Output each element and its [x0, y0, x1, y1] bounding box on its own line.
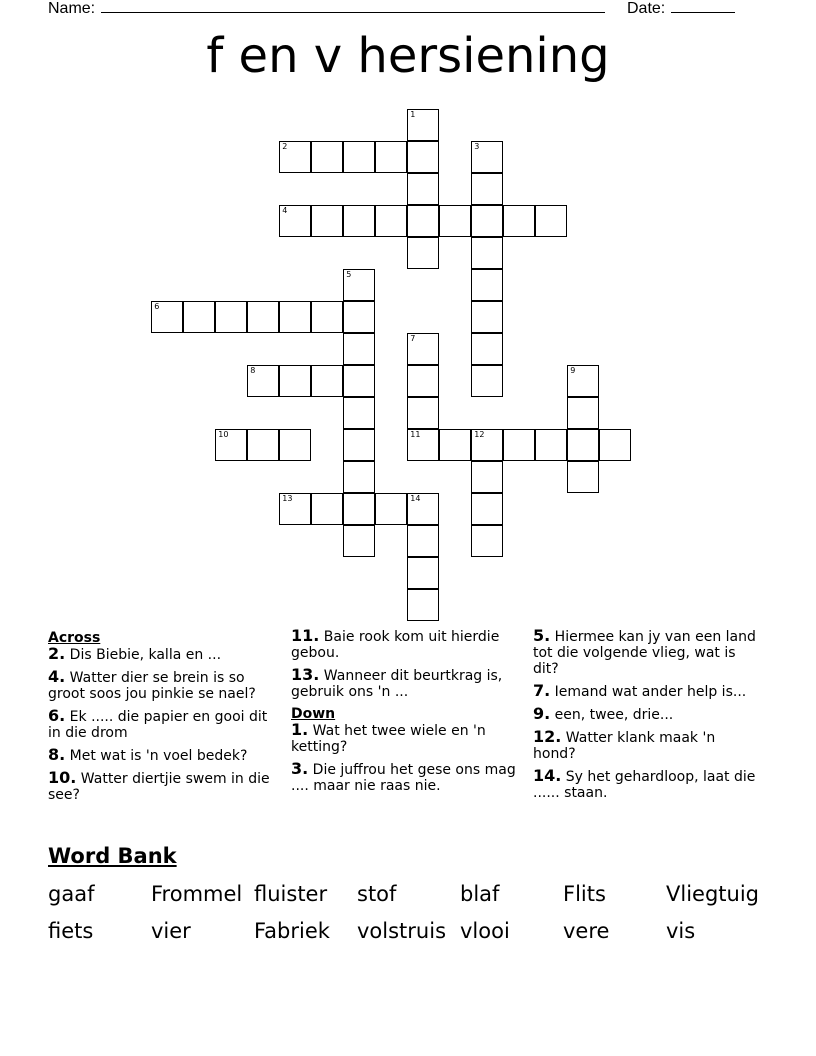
- clue-number: 7: [410, 334, 416, 344]
- crossword-cell[interactable]: [471, 525, 503, 557]
- crossword-cell[interactable]: [311, 141, 343, 173]
- crossword-cell[interactable]: [503, 429, 535, 461]
- crossword-cell[interactable]: [599, 429, 631, 461]
- clue-number: 4: [282, 206, 288, 216]
- crossword-cell[interactable]: [439, 205, 471, 237]
- crossword-cell[interactable]: [343, 365, 375, 397]
- clue-number: 12: [474, 430, 485, 440]
- clues-column-3: [533, 628, 761, 807]
- crossword-cell[interactable]: [343, 205, 375, 237]
- crossword-cell[interactable]: [407, 493, 439, 525]
- crossword-cell[interactable]: [279, 493, 311, 525]
- crossword-cell[interactable]: [535, 205, 567, 237]
- clue-number: 5: [346, 270, 352, 280]
- crossword-cell[interactable]: [471, 333, 503, 365]
- crossword-cell[interactable]: [343, 525, 375, 557]
- crossword-cell[interactable]: [567, 397, 599, 429]
- word-bank-item: gaaf: [48, 882, 95, 906]
- word-bank-item: Flits: [563, 882, 606, 906]
- clue-down-7: 7. Iemand wat ander help is...: [533, 681, 747, 700]
- crossword-cell[interactable]: [343, 493, 375, 525]
- word-bank-item: vere: [563, 919, 610, 943]
- name-label: Name:: [48, 0, 96, 17]
- crossword-cell[interactable]: [151, 301, 183, 333]
- word-bank-item: Frommel: [151, 882, 243, 906]
- crossword-cell[interactable]: [343, 461, 375, 493]
- crossword-cell[interactable]: [407, 397, 439, 429]
- clue-down-1: 1. Wat het twee wiele en 'n ketting?: [291, 720, 486, 755]
- crossword-cell[interactable]: [407, 237, 439, 269]
- crossword-cell[interactable]: [471, 429, 503, 461]
- down-heading: Down: [291, 706, 336, 722]
- crossword-cell[interactable]: [471, 141, 503, 173]
- clues-column-2: [291, 628, 519, 800]
- word-bank-item: vlooi: [460, 919, 510, 943]
- clue-across-4: 4. Watter dier se brein is so groot soos jou pinkie se nael?: [48, 667, 256, 702]
- crossword-cell[interactable]: [407, 333, 439, 365]
- crossword-cell[interactable]: [471, 173, 503, 205]
- word-bank-item: Fabriek: [254, 919, 330, 943]
- crossword-cell[interactable]: [343, 269, 375, 301]
- crossword-cell[interactable]: [407, 141, 439, 173]
- page-title: f en v hersiening: [206, 28, 610, 84]
- crossword-cell[interactable]: [407, 109, 439, 141]
- crossword-cell[interactable]: [471, 493, 503, 525]
- crossword-cell[interactable]: [279, 365, 311, 397]
- crossword-cell[interactable]: [407, 205, 439, 237]
- crossword-cell[interactable]: [279, 141, 311, 173]
- clue-down-3: 3. Die juffrou het gese ons mag .... maar nie raas nie.: [291, 759, 516, 794]
- word-bank-item: stof: [357, 882, 397, 906]
- crossword-cell[interactable]: [343, 301, 375, 333]
- crossword-cell[interactable]: [279, 429, 311, 461]
- across-heading: Across: [48, 630, 101, 646]
- word-bank-item: Vliegtuig: [666, 882, 759, 906]
- crossword-cell[interactable]: [183, 301, 215, 333]
- crossword-cell[interactable]: [471, 461, 503, 493]
- crossword-cell[interactable]: [343, 141, 375, 173]
- crossword-cell[interactable]: [407, 525, 439, 557]
- date-label: Date:: [627, 0, 666, 17]
- word-bank-item: blaf: [460, 882, 500, 906]
- crossword-cell[interactable]: [311, 301, 343, 333]
- crossword-cell[interactable]: [247, 429, 279, 461]
- crossword-cell[interactable]: [471, 205, 503, 237]
- clue-number: 13: [282, 494, 293, 504]
- crossword-cell[interactable]: [279, 301, 311, 333]
- word-bank-item: fluister: [254, 882, 328, 906]
- clue-number: 1: [410, 110, 416, 120]
- crossword-cell[interactable]: [343, 397, 375, 429]
- crossword-cell[interactable]: [247, 365, 279, 397]
- crossword-cell[interactable]: [567, 461, 599, 493]
- crossword-cell[interactable]: [439, 429, 471, 461]
- crossword-cell[interactable]: [503, 205, 535, 237]
- crossword-cell[interactable]: [471, 301, 503, 333]
- crossword-cell[interactable]: [279, 205, 311, 237]
- crossword-cell[interactable]: [247, 301, 279, 333]
- clues-column-1: [48, 628, 276, 809]
- crossword-cell[interactable]: [567, 365, 599, 397]
- clue-across-13: 13. Wanneer dit beurtkrag is, gebruik ons 'n ...: [291, 665, 503, 700]
- crossword-cell[interactable]: [215, 429, 247, 461]
- crossword-cell[interactable]: [407, 429, 439, 461]
- clue-number: 2: [282, 142, 288, 152]
- crossword-cell[interactable]: [343, 429, 375, 461]
- clue-number: 8: [250, 366, 256, 376]
- word-bank-item: fiets: [48, 919, 94, 943]
- clue-number: 9: [570, 366, 576, 376]
- clue-across-8: 8. Met wat is 'n voel bedek?: [48, 745, 248, 764]
- crossword-cell[interactable]: [407, 173, 439, 205]
- clue-number: 6: [154, 302, 160, 312]
- word-bank-item: vis: [666, 919, 696, 943]
- word-bank-title: Word Bank: [48, 844, 177, 868]
- clue-across-6: 6. Ek ..... die papier en gooi dit in die drom: [48, 706, 268, 741]
- crossword-cell[interactable]: [407, 365, 439, 397]
- clue-down-9: 9. een, twee, drie...: [533, 704, 674, 723]
- crossword-cell[interactable]: [215, 301, 247, 333]
- crossword-cell[interactable]: [343, 333, 375, 365]
- crossword-cell[interactable]: [407, 557, 439, 589]
- word-bank-item: volstruis: [357, 919, 447, 943]
- crossword-cell[interactable]: [471, 237, 503, 269]
- crossword-cell[interactable]: [471, 269, 503, 301]
- crossword-cell[interactable]: [375, 205, 407, 237]
- clue-number: 3: [474, 142, 480, 152]
- crossword-cell[interactable]: [311, 365, 343, 397]
- clue-down-12: 12. Watter klank maak 'n hond?: [533, 727, 716, 762]
- clue-across-11: 11. Baie rook kom uit hierdie gebou.: [291, 626, 500, 661]
- word-bank-item: vier: [151, 919, 191, 943]
- crossword-cell[interactable]: [535, 429, 567, 461]
- crossword-cell[interactable]: [471, 365, 503, 397]
- clue-down-14: 14. Sy het gehardloop, laat die ...... staan.: [533, 766, 756, 801]
- crossword-cell[interactable]: [407, 589, 439, 621]
- crossword-cell[interactable]: [311, 493, 343, 525]
- crossword-cell[interactable]: [375, 493, 407, 525]
- clue-number: 11: [410, 430, 421, 440]
- clue-number: 14: [410, 494, 421, 504]
- crossword-cell[interactable]: [567, 429, 599, 461]
- clue-across-2: 2. Dis Biebie, kalla en ...: [48, 644, 222, 663]
- crossword-cell[interactable]: [311, 205, 343, 237]
- clue-across-10: 10. Watter diertjie swem in die see?: [48, 768, 270, 803]
- crossword-cell[interactable]: [375, 141, 407, 173]
- clue-down-5: 5. Hiermee kan jy van een land tot die volgende vlieg, wat is dit?: [533, 626, 756, 677]
- clue-number: 10: [218, 430, 229, 440]
